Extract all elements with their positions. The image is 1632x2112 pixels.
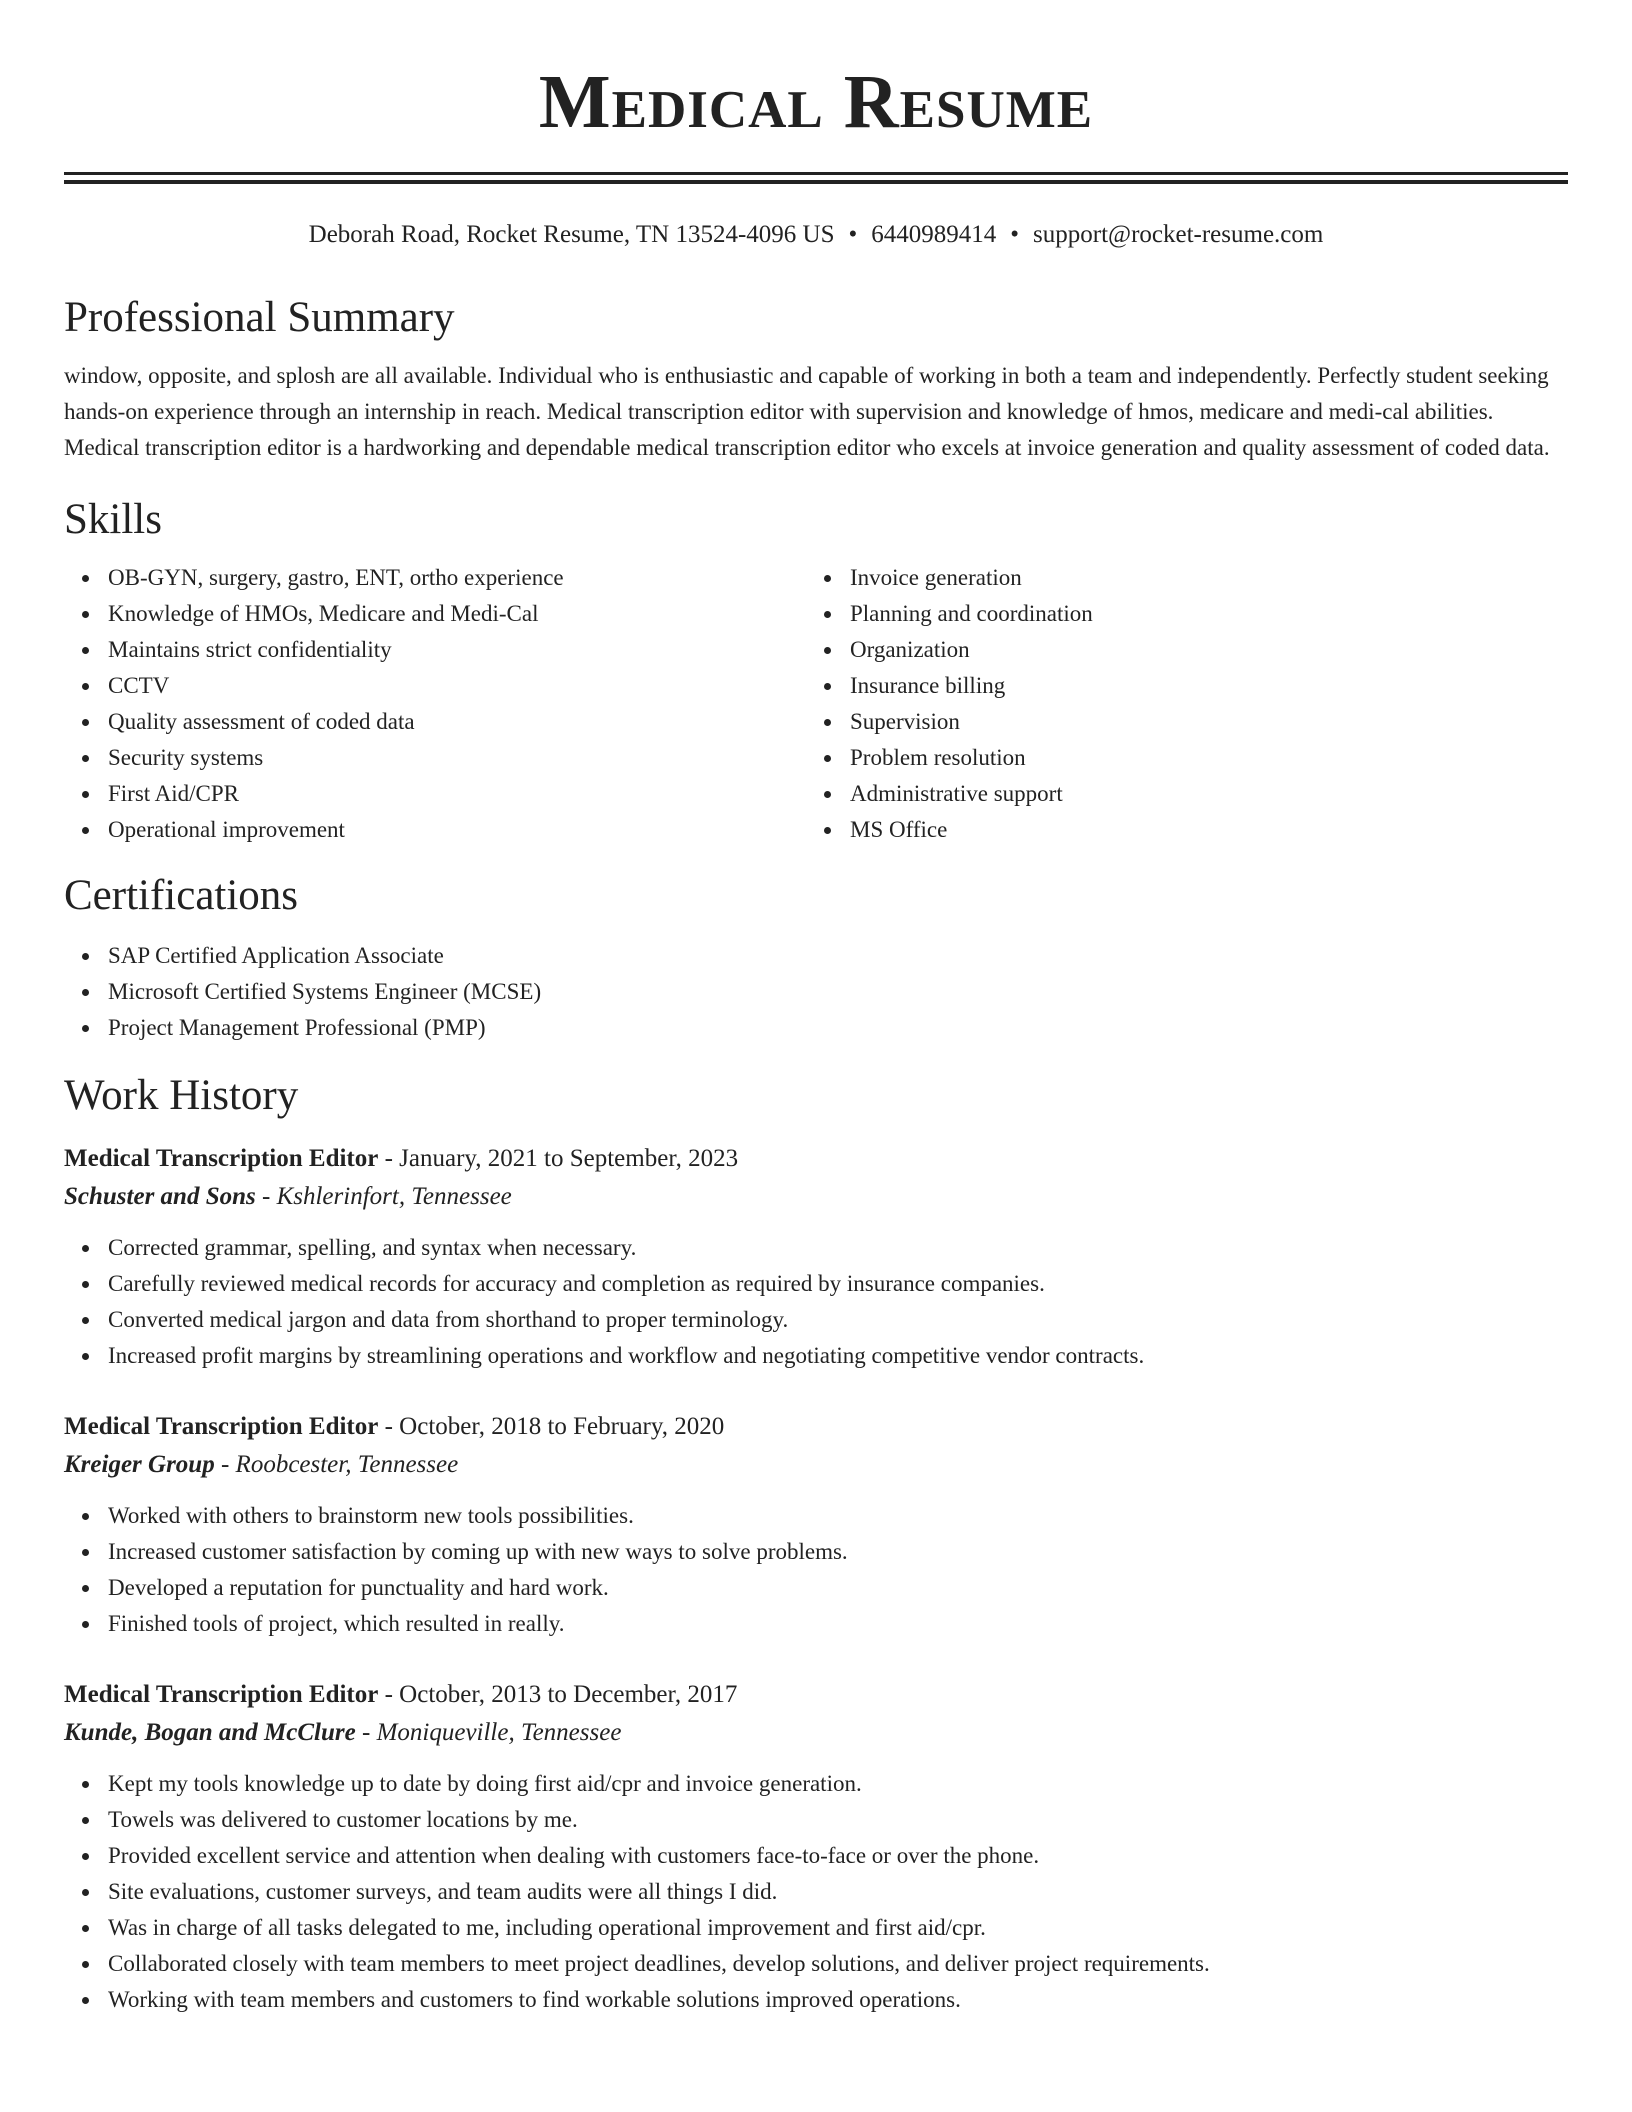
job-company: Schuster and Sons — [64, 1183, 256, 1210]
skills-list-right — [806, 560, 1548, 848]
job-bullet: Increased customer satisfaction by coming up with new ways to solve problems. — [64, 1534, 1568, 1570]
job-bullet: Was in charge of all tasks delegated to me, including operational improvement and first aid/cpr. — [64, 1910, 1568, 1946]
job-dash: - — [355, 1719, 377, 1746]
job-bullets — [64, 1766, 1568, 2018]
job-role: Medical Transcription Editor — [64, 1413, 379, 1440]
job-location: Kshlerinfort, Tennessee — [276, 1183, 512, 1210]
job-company-line — [64, 1446, 1568, 1484]
job-company-line — [64, 1714, 1568, 1752]
contact-line — [64, 218, 1568, 252]
contact-separator: • — [848, 221, 858, 248]
job-dash: - — [378, 1413, 400, 1440]
job-bullet: Towels was delivered to customer locations by me. — [64, 1802, 1568, 1838]
skill-item: Invoice generation — [806, 560, 1548, 596]
summary-heading: Professional Summary — [64, 294, 455, 341]
job-bullet: Converted medical jargon and data from shorthand to proper terminology. — [64, 1302, 1568, 1338]
job-entry — [64, 1676, 1568, 2018]
summary-text: window, opposite, and splosh are all available. Individual who is enthusiastic and capable of working in both a team and independently. Perfectly student seeking hands-on experience through an internship in reach. Medical transcription editor with supervision and knowledge of hmos, medicare and medi-cal abilities. Medical transcription editor is a hardworking and dependable medical transcription editor who excels at invoice generation and quality assessment of coded data. — [64, 363, 1550, 460]
job-bullet: Kept my tools knowledge up to date by doing first aid/cpr and invoice generation. — [64, 1766, 1568, 1802]
job-bullet: Carefully reviewed medical records for accuracy and completion as required by insurance companies. — [64, 1266, 1568, 1302]
skill-item: Planning and coordination — [806, 596, 1548, 632]
title-divider-top — [64, 172, 1568, 175]
job-company: Kunde, Bogan and McClure — [64, 1719, 356, 1746]
job-company-line — [64, 1178, 1568, 1216]
skill-item: Administrative support — [806, 776, 1548, 812]
certification-item: SAP Certified Application Associate — [64, 938, 1568, 974]
job-bullet: Worked with others to brainstorm new tools possibilities. — [64, 1498, 1568, 1534]
skill-item: OB-GYN, surgery, gastro, ENT, ortho experience — [64, 560, 806, 596]
work-history-heading: Work History — [64, 1072, 299, 1119]
certifications-heading: Certifications — [64, 872, 299, 919]
skill-item: Quality assessment of coded data — [64, 704, 806, 740]
job-dash: - — [255, 1183, 277, 1210]
job-bullet: Collaborated closely with team members to meet project deadlines, develop solutions, and deliver project requirements. — [64, 1946, 1568, 1982]
skill-item: Operational improvement — [64, 812, 806, 848]
job-bullet: Increased profit margins by streamlining operations and workflow and negotiating competitive vendor contracts. — [64, 1338, 1568, 1374]
skills-heading: Skills — [64, 496, 162, 543]
job-bullet: Developed a reputation for punctuality and hard work. — [64, 1570, 1568, 1606]
job-dash: - — [378, 1145, 400, 1172]
job-company: Kreiger Group — [64, 1451, 215, 1478]
job-bullets — [64, 1230, 1568, 1374]
job-bullet: Finished tools of project, which resulted in really. — [64, 1606, 1568, 1642]
certifications-list — [64, 938, 1568, 1046]
contact-address: Deborah Road, Rocket Resume, TN 13524-4096 US — [308, 221, 835, 248]
job-bullet: Provided excellent service and attention when dealing with customers face-to-face or over the phone. — [64, 1838, 1568, 1874]
skill-item: Knowledge of HMOs, Medicare and Medi-Cal — [64, 596, 806, 632]
title-divider-bottom — [64, 180, 1568, 184]
job-entry — [64, 1140, 1568, 1374]
job-dash: - — [378, 1681, 400, 1708]
job-location: Roobcester, Tennessee — [235, 1451, 459, 1478]
skill-item: First Aid/CPR — [64, 776, 806, 812]
job-role: Medical Transcription Editor — [64, 1145, 379, 1172]
skills-column-left — [64, 560, 806, 848]
skills-column-right — [806, 560, 1548, 848]
skill-item: Problem resolution — [806, 740, 1548, 776]
certification-item: Project Management Professional (PMP) — [64, 1010, 1568, 1046]
skill-item: Insurance billing — [806, 668, 1548, 704]
certification-item: Microsoft Certified Systems Engineer (MCSE) — [64, 974, 1568, 1010]
skill-item: Supervision — [806, 704, 1548, 740]
job-dates: October, 2013 to December, 2017 — [399, 1681, 738, 1708]
job-entry — [64, 1408, 1568, 1642]
skill-item: Maintains strict confidentiality — [64, 632, 806, 668]
contact-email: support@rocket-resume.com — [1033, 221, 1324, 248]
job-bullet: Corrected grammar, spelling, and syntax when necessary. — [64, 1230, 1568, 1266]
job-role: Medical Transcription Editor — [64, 1681, 379, 1708]
job-location: Moniqueville, Tennessee — [376, 1719, 622, 1746]
skill-item: MS Office — [806, 812, 1548, 848]
contact-separator: • — [1010, 221, 1020, 248]
job-dates: October, 2018 to February, 2020 — [399, 1413, 725, 1440]
resume-title: Medical Resume — [538, 60, 1094, 144]
job-bullet: Working with team members and customers to find workable solutions improved operations. — [64, 1982, 1568, 2018]
contact-phone: 6440989414 — [871, 221, 997, 248]
skill-item: CCTV — [64, 668, 806, 704]
skills-list-left — [64, 560, 806, 848]
skill-item: Organization — [806, 632, 1548, 668]
job-title-line — [64, 1140, 1568, 1178]
job-dash: - — [214, 1451, 236, 1478]
job-dates: January, 2021 to September, 2023 — [399, 1145, 739, 1172]
job-title-line — [64, 1676, 1568, 1714]
job-bullet: Site evaluations, customer surveys, and team audits were all things I did. — [64, 1874, 1568, 1910]
skill-item: Security systems — [64, 740, 806, 776]
skills-grid — [64, 560, 1568, 848]
job-title-line — [64, 1408, 1568, 1446]
job-bullets — [64, 1498, 1568, 1642]
